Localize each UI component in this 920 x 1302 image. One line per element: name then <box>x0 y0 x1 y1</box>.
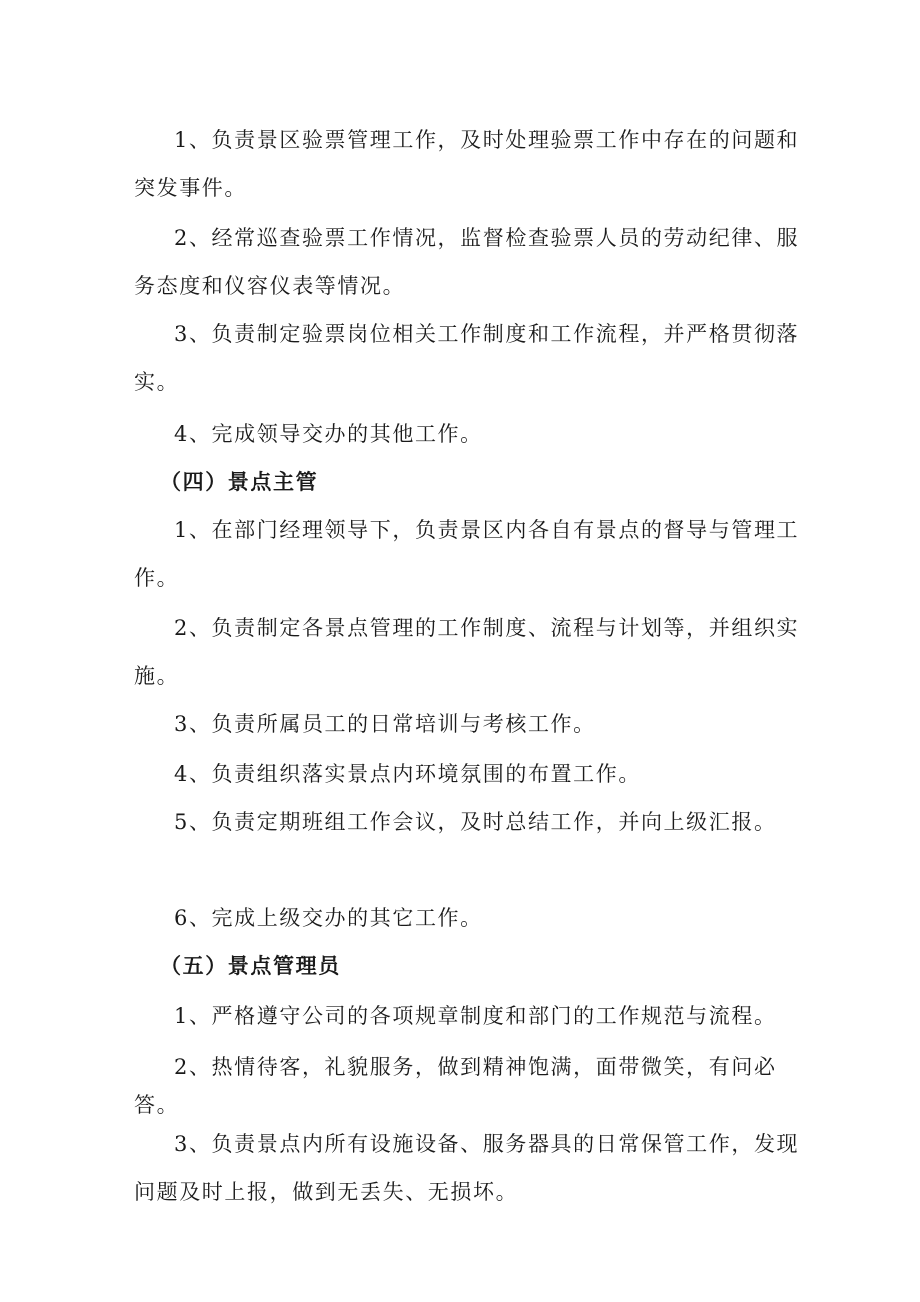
paragraph <box>134 1048 814 1124</box>
paragraph-text: 3、负责景点内所有设施设备、服务器具的日常保管工作，发现问题及时上报，做到无丢失、无损坏。 <box>134 1132 800 1204</box>
paragraph <box>134 506 814 602</box>
section-heading: （四）景点主管 <box>160 469 319 494</box>
paragraph-text: 3、负责制定验票岗位相关工作制度和工作流程，并严格贯彻落实。 <box>134 322 800 394</box>
paragraph <box>134 750 814 798</box>
paragraph <box>134 214 814 310</box>
paragraph <box>134 410 814 458</box>
paragraph-text: 2、经常巡查验票工作情况，监督检查验票人员的劳动纪律、服务态度和仪容仪表等情况。 <box>134 226 800 298</box>
paragraph <box>134 1120 814 1216</box>
paragraph <box>134 894 814 942</box>
paragraph-text: 4、负责组织落实景点内环境氛围的布置工作。 <box>174 762 641 786</box>
paragraph-text: 1、严格遵守公司的各项规章制度和部门的工作规范与流程。 <box>174 1004 777 1028</box>
paragraph-text: 2、热情待客，礼貌服务，做到精神饱满，面带微笑，有问必答。 <box>134 1055 777 1117</box>
paragraph-text: 1、在部门经理领导下，负责景区内各自有景点的督导与管理工作。 <box>134 518 800 590</box>
paragraph-text: 6、完成上级交办的其它工作。 <box>174 906 483 930</box>
paragraph <box>134 310 814 406</box>
paragraph <box>134 798 814 846</box>
paragraph-text: 5、负责定期班组工作会议，及时总结工作，并向上级汇报。 <box>174 810 777 834</box>
paragraph <box>134 116 814 212</box>
paragraph-text: 3、负责所属员工的日常培训与考核工作。 <box>174 712 596 736</box>
paragraph <box>134 700 814 748</box>
section-heading: （五）景点管理员 <box>160 953 341 978</box>
paragraph <box>134 604 814 700</box>
paragraph <box>134 992 814 1040</box>
paragraph-text: 2、负责制定各景点管理的工作制度、流程与计划等，并组织实施。 <box>134 616 800 688</box>
paragraph-text: 4、完成领导交办的其他工作。 <box>174 422 483 446</box>
paragraph-text: 1、负责景区验票管理工作，及时处理验票工作中存在的问题和突发事件。 <box>134 128 800 200</box>
